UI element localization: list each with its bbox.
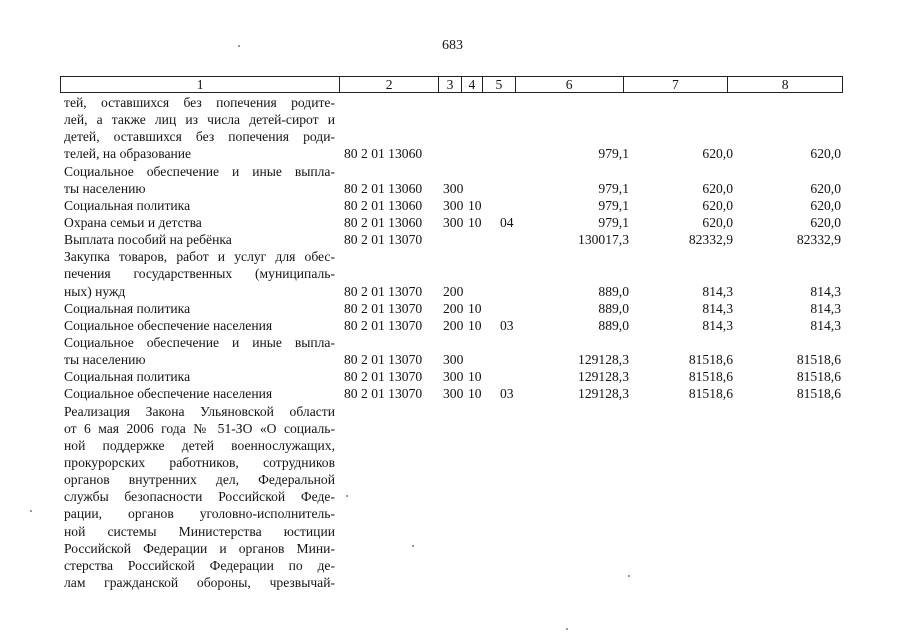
cell-code: 80 2 01 13070 — [344, 317, 423, 333]
cell-name: органов внутренних дел, Федеральной — [64, 472, 335, 488]
cell-name: от 6 мая 2006 года № 51-ЗО «О социаль- — [64, 420, 335, 436]
cell-value-col7: 620,0 — [702, 197, 733, 213]
column-header-3: 3 — [439, 77, 462, 92]
table-row — [64, 317, 854, 334]
cell-name: Социальное обеспечение населения — [64, 386, 273, 402]
column-header-7: 7 — [624, 77, 729, 92]
column-header-1: 1 — [61, 77, 340, 92]
cell-name: Социальное обеспечение и иные выпла- — [64, 334, 335, 350]
cell-code: 80 2 01 13070 — [344, 352, 423, 368]
table-row — [64, 248, 854, 265]
cell-code: 80 2 01 13060 — [344, 180, 423, 196]
cell-name: Социальное обеспечение населения — [64, 317, 273, 333]
cell-value-col7: 81518,6 — [688, 386, 733, 402]
cell-name: ной поддержке детей военнослужащих, — [64, 437, 335, 453]
table-row — [64, 505, 854, 522]
table-row — [64, 557, 854, 574]
cell-name: печения государственных (муниципаль- — [64, 266, 335, 282]
table-row — [64, 145, 854, 162]
cell-code: 80 2 01 13070 — [344, 283, 423, 299]
cell-value-col6: 129128,3 — [578, 386, 629, 402]
cell-name: Реализация Закона Ульяновской области — [64, 403, 335, 419]
cell-section: 10 — [468, 386, 482, 402]
cell-expense-type: 300 — [443, 197, 464, 213]
cell-code: 80 2 01 13070 — [344, 386, 423, 402]
cell-value-col6: 979,1 — [598, 197, 629, 213]
cell-name: телей, на образование — [64, 146, 192, 162]
cell-value-col7: 81518,6 — [688, 352, 733, 368]
table-row — [64, 231, 854, 248]
table-row — [64, 283, 854, 300]
cell-value-col8: 814,3 — [810, 283, 841, 299]
cell-value-col7: 814,3 — [702, 283, 733, 299]
scan-speck — [566, 628, 568, 630]
cell-value-col8: 620,0 — [810, 214, 841, 230]
cell-name: ты населению — [64, 180, 146, 196]
cell-name: Российской Федерации и органов Мини- — [64, 540, 335, 556]
cell-name: ты населению — [64, 352, 146, 368]
table-row — [64, 128, 854, 145]
cell-section: 10 — [468, 300, 482, 316]
cell-value-col8: 620,0 — [810, 197, 841, 213]
cell-name: лей, а также лиц из числа детей-сирот и — [64, 112, 335, 128]
scan-speck — [628, 575, 630, 577]
cell-value-col8: 620,0 — [810, 146, 841, 162]
cell-value-col8: 620,0 — [810, 180, 841, 196]
cell-expense-type: 300 — [443, 386, 464, 402]
cell-value-col6: 130017,3 — [578, 232, 629, 248]
column-header-4: 4 — [462, 77, 483, 92]
cell-value-col6: 129128,3 — [578, 369, 629, 385]
cell-value-col7: 620,0 — [702, 180, 733, 196]
table-row — [64, 403, 854, 420]
cell-section: 10 — [468, 197, 482, 213]
table-row — [64, 163, 854, 180]
page-number: 683 — [442, 38, 463, 53]
cell-code: 80 2 01 13070 — [344, 300, 423, 316]
cell-name: детей, оставшихся без попечения роди- — [64, 129, 335, 145]
cell-value-col8: 81518,6 — [796, 352, 841, 368]
table-row — [64, 471, 854, 488]
cell-value-col6: 979,1 — [598, 180, 629, 196]
cell-name: Закупка товаров, работ и услуг для обес- — [64, 249, 335, 265]
column-header-8: 8 — [781, 77, 789, 92]
cell-expense-type: 300 — [443, 369, 464, 385]
scan-speck — [30, 510, 32, 512]
cell-code: 80 2 01 13070 — [344, 369, 423, 385]
cell-value-col8: 814,3 — [810, 300, 841, 316]
cell-expense-type: 300 — [443, 214, 464, 230]
cell-section: 10 — [468, 369, 482, 385]
cell-name: ных) нужд — [64, 283, 126, 299]
cell-value-col6: 889,0 — [598, 317, 629, 333]
table-header — [60, 76, 843, 93]
cell-expense-type: 200 — [443, 300, 464, 316]
table-row — [64, 214, 854, 231]
cell-section: 10 — [468, 317, 482, 333]
cell-name: Социальное обеспечение и иные выпла- — [64, 163, 335, 179]
cell-value-col8: 814,3 — [810, 317, 841, 333]
table-body — [64, 94, 854, 591]
table-row — [64, 368, 854, 385]
cell-code: 80 2 01 13060 — [344, 197, 423, 213]
table-row — [64, 94, 854, 111]
table-row — [64, 437, 854, 454]
cell-value-col7: 82332,9 — [688, 232, 733, 248]
table-row — [64, 420, 854, 437]
cell-expense-type: 200 — [443, 283, 464, 299]
table-row — [64, 385, 854, 402]
cell-name: лам гражданской обороны, чрезвычай- — [64, 574, 335, 590]
table-row — [64, 351, 854, 368]
cell-value-col7: 620,0 — [702, 146, 733, 162]
cell-value-col7: 81518,6 — [688, 369, 733, 385]
cell-name: Социальная политика — [64, 197, 191, 213]
column-header-5: 5 — [483, 77, 516, 92]
cell-subsection: 03 — [500, 317, 514, 333]
table-row — [64, 540, 854, 557]
cell-name: стерства Российской Федерации по де- — [64, 557, 335, 573]
cell-value-col6: 979,1 — [598, 146, 629, 162]
cell-name: рации, органов уголовно-исполнитель- — [64, 506, 335, 522]
cell-expense-type: 300 — [443, 352, 464, 368]
cell-name: Выплата пособий на ребёнка — [64, 232, 232, 248]
table-row — [64, 197, 854, 214]
cell-value-col7: 814,3 — [702, 300, 733, 316]
table-row — [64, 334, 854, 351]
table-row — [64, 111, 854, 128]
scan-speck — [412, 545, 414, 547]
table-row — [64, 454, 854, 471]
cell-value-col8: 82332,9 — [796, 232, 841, 248]
table-row — [64, 265, 854, 282]
table-row — [64, 300, 854, 317]
cell-code: 80 2 01 13060 — [344, 146, 423, 162]
cell-expense-type: 200 — [443, 317, 464, 333]
cell-name: службы безопасности Российской Феде- — [64, 489, 335, 505]
cell-name: Социальная политика — [64, 300, 191, 316]
cell-value-col8: 81518,6 — [796, 369, 841, 385]
cell-name: тей, оставшихся без попечения родите- — [64, 95, 335, 110]
cell-value-col8: 81518,6 — [796, 386, 841, 402]
cell-name: ной системы Министерства юстиции — [64, 523, 335, 539]
cell-subsection: 04 — [500, 214, 514, 230]
cell-value-col7: 620,0 — [702, 214, 733, 230]
table-row — [64, 488, 854, 505]
cell-subsection: 03 — [500, 386, 514, 402]
scan-speck — [346, 495, 348, 497]
table-row — [64, 180, 854, 197]
cell-name: Социальная политика — [64, 369, 191, 385]
scan-speck — [238, 45, 240, 47]
cell-code: 80 2 01 13070 — [344, 232, 423, 248]
cell-code: 80 2 01 13060 — [344, 214, 423, 230]
cell-expense-type: 300 — [443, 180, 464, 196]
cell-value-col6: 889,0 — [598, 283, 629, 299]
column-header-2: 2 — [340, 77, 439, 92]
cell-section: 10 — [468, 214, 482, 230]
cell-value-col6: 889,0 — [598, 300, 629, 316]
column-header-6: 6 — [516, 77, 624, 92]
cell-value-col6: 979,1 — [598, 214, 629, 230]
cell-name: Охрана семьи и детства — [64, 214, 202, 230]
cell-value-col7: 814,3 — [702, 317, 733, 333]
table-row — [64, 574, 854, 591]
table-row — [64, 523, 854, 540]
cell-value-col6: 129128,3 — [578, 352, 629, 368]
cell-name: прокурорских работников, сотрудников — [64, 454, 335, 470]
